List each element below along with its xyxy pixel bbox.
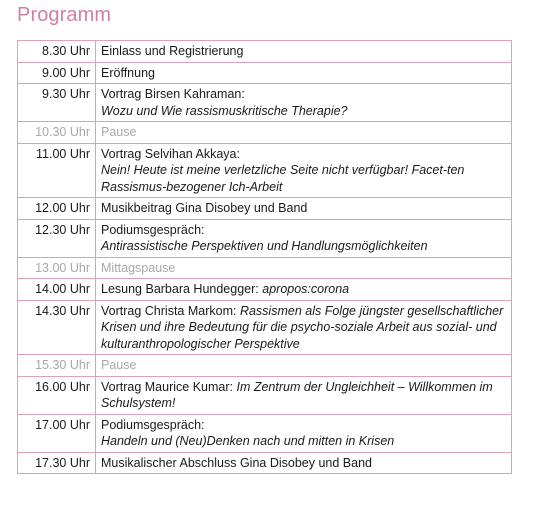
program-cell — [96, 414, 512, 452]
schedule-row — [18, 452, 512, 474]
schedule-row-pause — [18, 257, 512, 279]
time-cell: 9.00 Uhr — [18, 62, 96, 84]
program-title: Lesung Barbara Hundegger: — [101, 282, 259, 296]
schedule-row — [18, 219, 512, 257]
program-cell — [96, 143, 512, 198]
program-subtitle: Rassismen als Folge jüngster gesellschaftlicher Krisen und ihre Bedeutung für die psycho-soziale Arbeit aus sozial- und kulturanthropologischer Perspektive — [101, 303, 504, 351]
program-subtitle: Im Zentrum der Ungleichheit – Willkommen im Schulsystem! — [101, 379, 493, 410]
time-cell: 17.30 Uhr — [18, 452, 96, 474]
program-cell — [96, 355, 512, 377]
time-cell: 10.30 Uhr — [18, 122, 96, 144]
program-title: Vortrag Maurice Kumar: — [101, 379, 233, 394]
time-cell: 17.00 Uhr — [18, 414, 96, 452]
schedule-row — [18, 62, 512, 84]
program-subtitle: apropos:corona — [262, 282, 350, 296]
program-title: Podiumsgespräch: — [101, 222, 205, 237]
program-title: Vortrag Christa Markom: — [101, 303, 237, 318]
program-cell — [96, 41, 512, 63]
program-cell — [96, 219, 512, 257]
schedule-row — [18, 143, 512, 198]
time-cell: 9.30 Uhr — [18, 84, 96, 122]
schedule-row — [18, 300, 512, 355]
program-title: Vortrag Selvihan Akkaya: — [101, 146, 240, 161]
program-subtitle: Antirassistische Perspektiven und Handlungsmöglichkeiten — [101, 239, 428, 253]
program-cell — [96, 300, 512, 355]
program-subtitle: Wozu und Wie rassismuskritische Therapie? — [101, 103, 348, 118]
time-cell: 16.00 Uhr — [18, 376, 96, 414]
program-cell — [96, 198, 512, 220]
schedule-row — [18, 414, 512, 452]
program-title: Musikalischer Abschluss Gina Disobey und Band — [101, 455, 372, 470]
time-cell: 14.30 Uhr — [18, 300, 96, 355]
time-cell: 12.30 Uhr — [18, 219, 96, 257]
program-subtitle: Nein! Heute ist meine verletzliche Seite nicht verfügbar! Facet-ten Rassismus-bezogener Ich-Arbeit — [101, 163, 465, 194]
program-title: Einlass und Registrierung — [101, 44, 244, 58]
schedule-row — [18, 198, 512, 220]
schedule-row — [18, 376, 512, 414]
schedule-row — [18, 41, 512, 63]
program-title: Pause — [101, 125, 137, 139]
program-title: Vortrag Birsen Kahraman: — [101, 87, 245, 101]
time-cell: 14.00 Uhr — [18, 279, 96, 301]
schedule-body — [18, 41, 512, 474]
program-subtitle: Handeln und (Neu)Denken nach und mitten in Krisen — [101, 434, 395, 448]
program-cell — [96, 122, 512, 144]
schedule-row-pause — [18, 355, 512, 377]
time-cell: 15.30 Uhr — [18, 355, 96, 377]
schedule-row-pause — [18, 122, 512, 144]
schedule-table — [17, 40, 512, 474]
time-cell: 8.30 Uhr — [18, 41, 96, 63]
program-cell — [96, 84, 512, 122]
program-cell — [96, 452, 512, 474]
schedule-row — [18, 84, 512, 122]
time-cell: 12.00 Uhr — [18, 198, 96, 220]
program-title: Podiumsgespräch: — [101, 417, 205, 432]
time-cell: 11.00 Uhr — [18, 143, 96, 198]
program-cell — [96, 62, 512, 84]
schedule-row — [18, 279, 512, 301]
program-title: Pause — [101, 358, 137, 372]
program-cell — [96, 376, 512, 414]
program-cell — [96, 279, 512, 301]
program-title: Eröffnung — [101, 65, 155, 80]
program-title: Musikbeitrag Gina Disobey und Band — [101, 201, 308, 215]
program-title: Mittagspause — [101, 260, 176, 275]
page-title: Programm — [17, 4, 112, 26]
program-cell — [96, 257, 512, 279]
time-cell: 13.00 Uhr — [18, 257, 96, 279]
